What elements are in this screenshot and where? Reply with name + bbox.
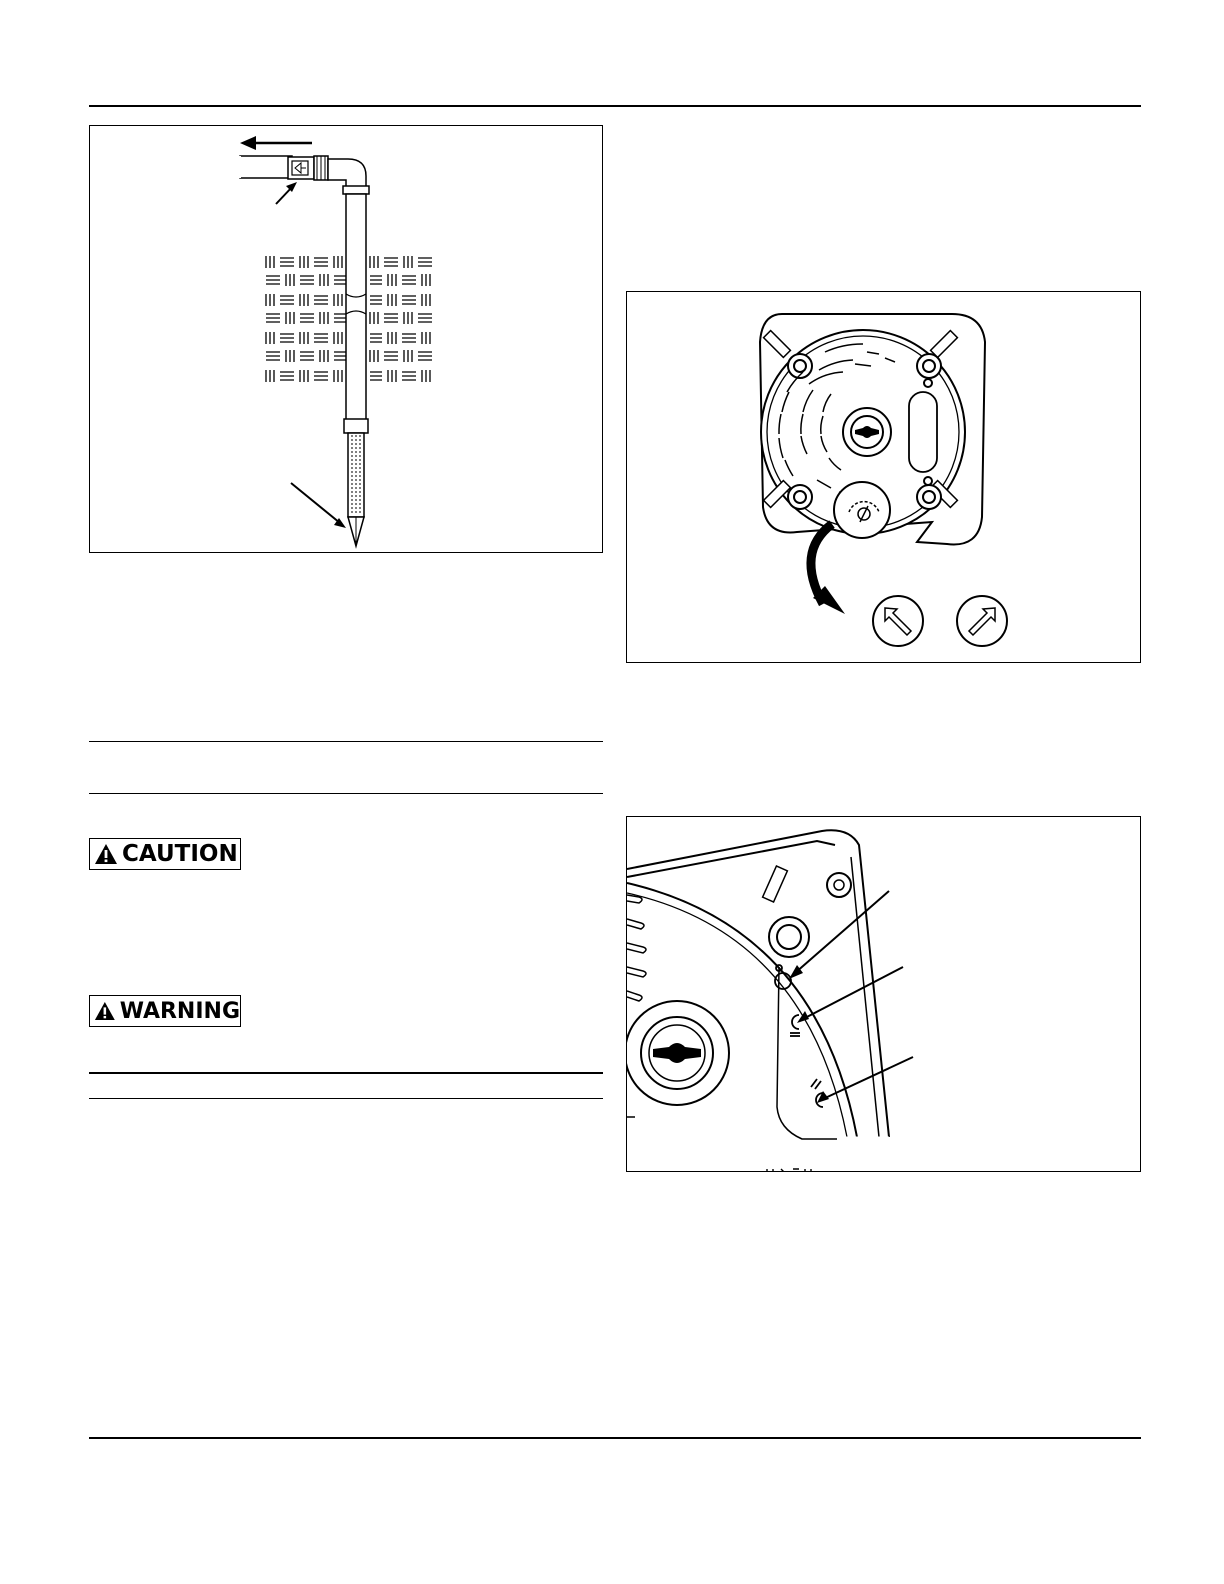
suction-pipe-illustration bbox=[90, 126, 603, 553]
motor-detail-illustration bbox=[627, 817, 1141, 1172]
section-rule-1 bbox=[89, 741, 603, 742]
check-valve bbox=[288, 156, 328, 180]
arrow-up-right-icon bbox=[957, 596, 1007, 646]
suction-pipe-figure bbox=[89, 125, 603, 553]
section-rule-2 bbox=[89, 793, 603, 794]
motor-rotation-figure bbox=[626, 291, 1141, 663]
warning-badge bbox=[89, 995, 241, 1027]
section-rule-3 bbox=[89, 1072, 603, 1074]
caution-label: CAUTION bbox=[122, 841, 238, 867]
curved-arrow-icon bbox=[811, 524, 845, 614]
caution-badge bbox=[89, 838, 241, 870]
section-rule-4 bbox=[89, 1098, 603, 1099]
warning-triangle-icon bbox=[94, 1000, 116, 1022]
warning-label: WARNING bbox=[119, 998, 240, 1024]
footer-rule bbox=[89, 1437, 1141, 1439]
foot-valve-strainer bbox=[348, 433, 364, 546]
warning-triangle-icon bbox=[94, 843, 118, 865]
arrow-up-left-icon bbox=[873, 596, 923, 646]
motor-terminal-figure bbox=[626, 816, 1141, 1172]
header-rule bbox=[89, 105, 1141, 107]
arrow-left-icon bbox=[240, 136, 312, 150]
motor-end-illustration bbox=[627, 292, 1141, 663]
